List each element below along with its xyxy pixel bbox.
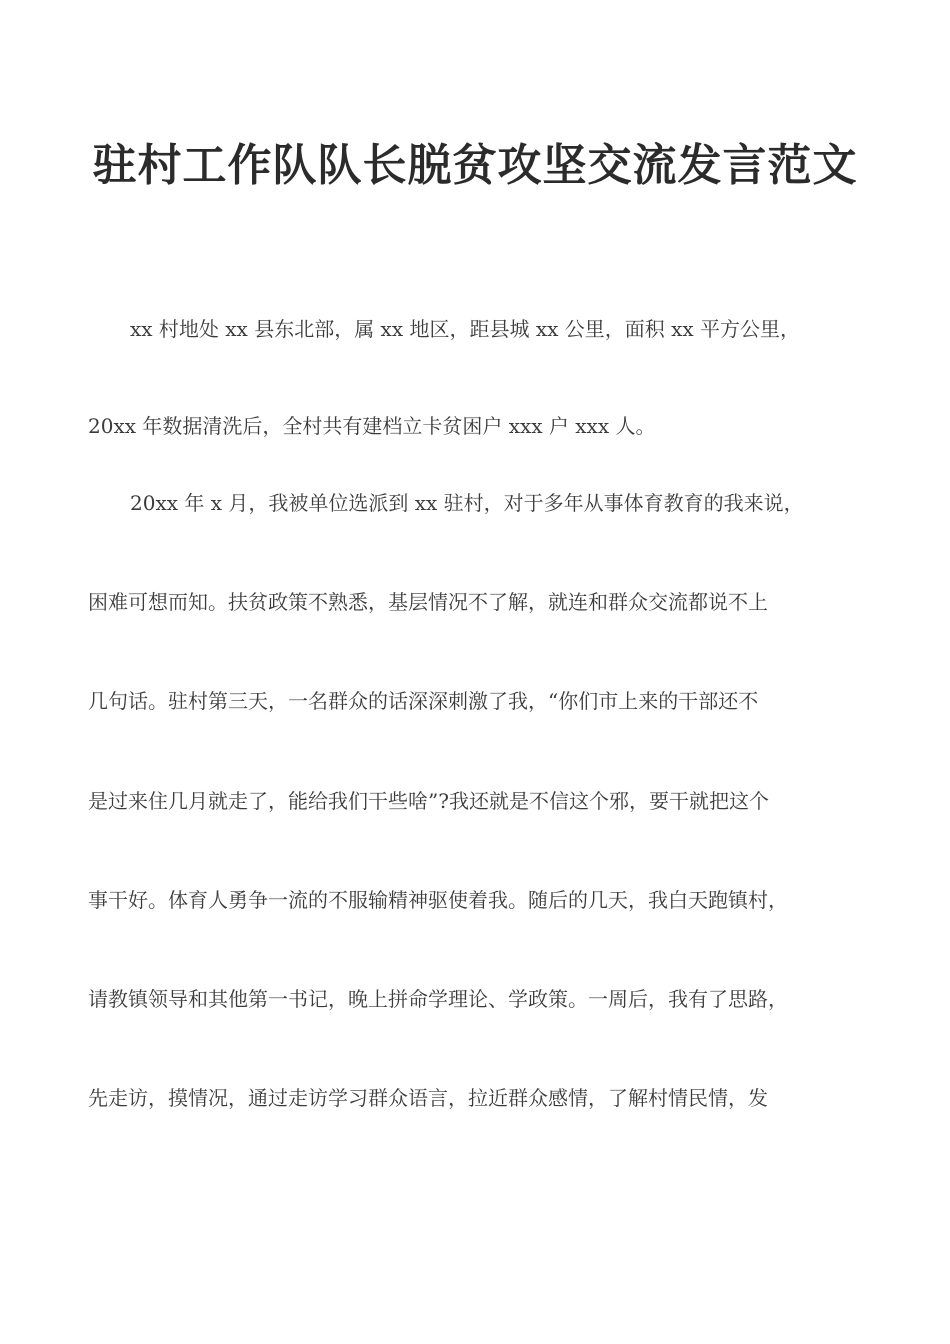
paragraph-line: 20xx 年 x 月，我被单位选派到 xx 驻村，对于多年从事体育教育的我来说，: [130, 491, 804, 515]
paragraph-line: 几句话。驻村第三天，一名群众的话深深刺激了我，“你们市上来的干部还不: [88, 689, 759, 713]
paragraph-line: 20xx 年数据清洗后，全村共有建档立卡贫困户 xxx 户 xxx 人。: [88, 414, 656, 438]
paragraph-line: 是过来住几月就走了，能给我们干些啥”?我还就是不信这个邪，要干就把这个: [88, 789, 769, 813]
paragraph-line: xx 村地处 xx 县东北部，属 xx 地区，距县城 xx 公里，面积 xx 平方公里，: [130, 317, 801, 341]
paragraph-line: 事干好。体育人勇争一流的不服输精神驱使着我。随后的几天，我白天跑镇村，: [88, 888, 788, 912]
paragraph-line: 请教镇领导和其他第一书记，晚上拼命学理论、学政策。一周后，我有了思路，: [88, 987, 788, 1011]
paragraph-line: 困难可想而知。扶贫政策不熟悉，基层情况不了解，就连和群众交流都说不上: [88, 590, 768, 614]
document-title: 驻村工作队队长脱贫攻坚交流发言范文: [92, 140, 858, 191]
paragraph-line: 先走访，摸情况，通过走访学习群众语言，拉近群众感情，了解村情民情，发: [88, 1086, 768, 1110]
